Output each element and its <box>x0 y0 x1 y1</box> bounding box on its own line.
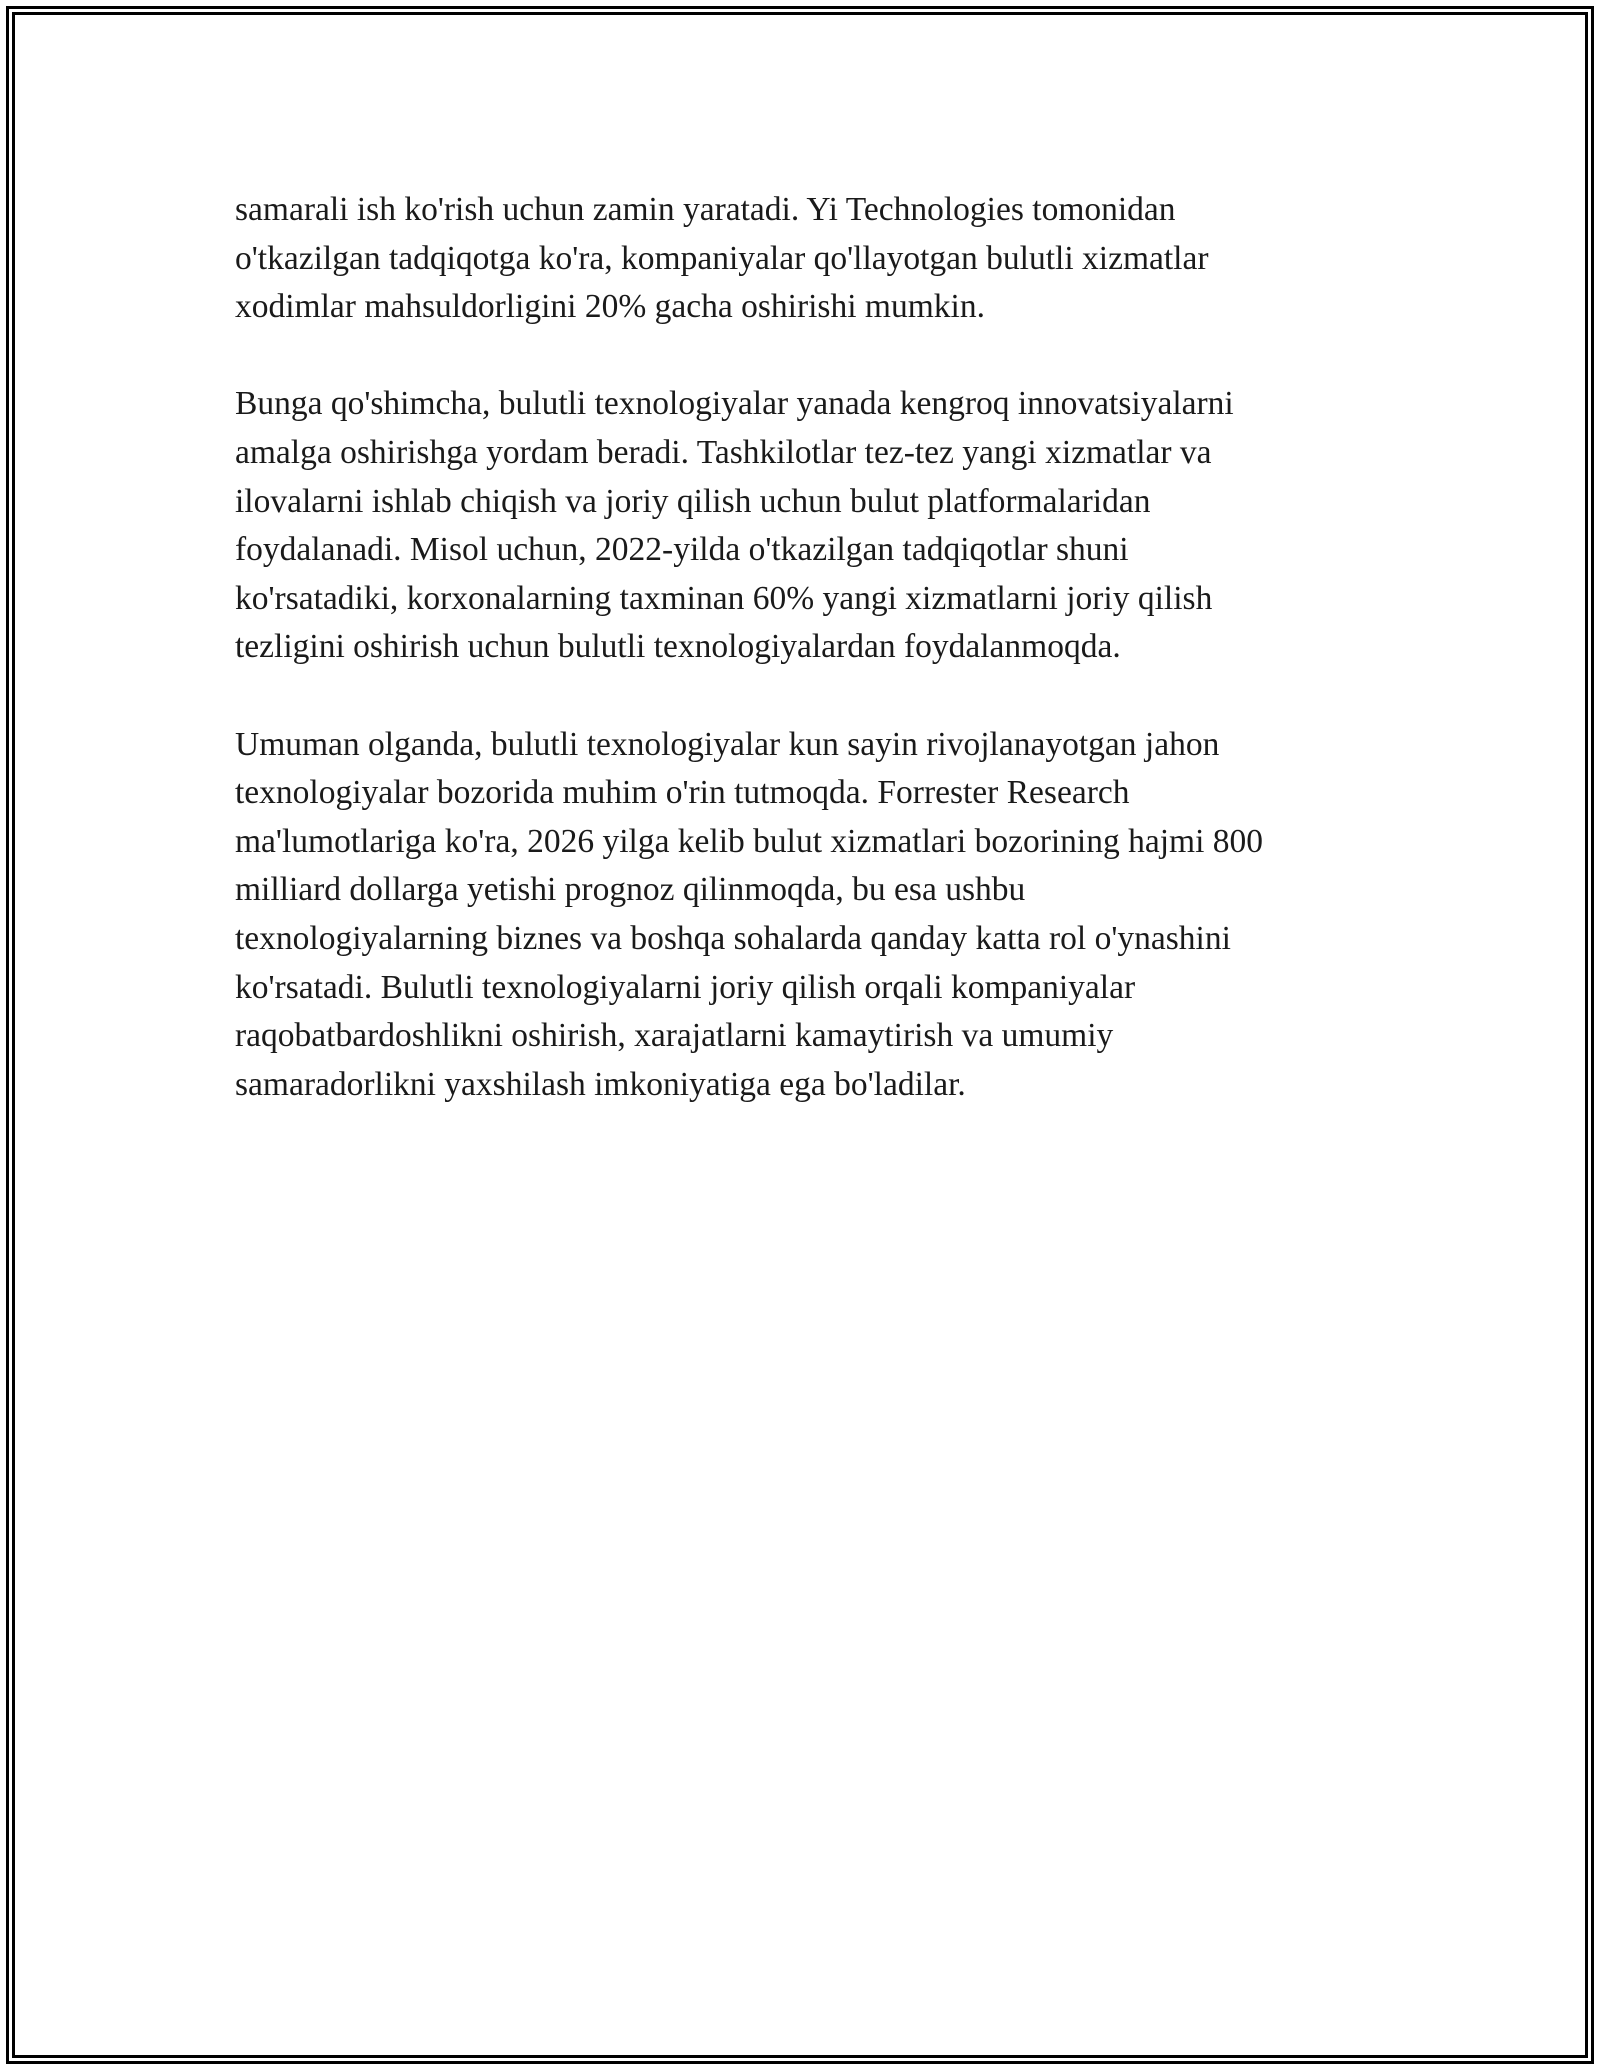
paragraph-line: samarali ish ko'rish uchun zamin yaratadi. Yi Technologies tomonidan <box>235 191 1176 228</box>
paragraph-line: samaradorlikni yaxshilash imkoniyatiga ega bo'ladilar. <box>235 1065 966 1103</box>
paragraph-line: ilovalarni ishlab chiqish va joriy qilish uchun bulut platformalaridan <box>235 482 1151 520</box>
paragraph-line: texnologiyalarning biznes va boshqa sohalarda qanday katta rol o'ynashini <box>235 919 1231 957</box>
paragraph-line: tezligini oshirish uchun bulutli texnologiyalardan foydalanmoqda. <box>235 628 1121 666</box>
paragraph-line: ko'rsatadi. Bulutli texnologiyalarni joriy qilish orqali kompaniyalar <box>235 968 1136 1006</box>
paragraph-1 <box>235 186 1375 332</box>
paragraph-line: amalga oshirishga yordam beradi. Tashkilotlar tez-tez yangi xizmatlar va <box>235 433 1212 471</box>
paragraph-line: raqobatbardoshlikni oshirish, xarajatlarni kamaytirish va umumiy <box>235 1017 1114 1055</box>
paragraph-3 <box>235 721 1375 1110</box>
document-body <box>235 186 1375 1158</box>
paragraph-line: ma'lumotlariga ko'ra, 2026 yilga kelib bulut xizmatlari bozorining hajmi 800 <box>235 822 1264 860</box>
paragraph-line: Umuman olganda, bulutli texnologiyalar kun sayin rivojlanayotgan jahon <box>235 725 1220 763</box>
paragraph-line: foydalanadi. Misol uchun, 2022-yilda o'tkazilgan tadqiqotlar shuni <box>235 531 1129 569</box>
paragraph-line: milliard dollarga yetishi prognoz qilinmoqda, bu esa ushbu <box>235 871 1026 909</box>
paragraph-2 <box>235 380 1375 672</box>
paragraph-line: o'tkazilgan tadqiqotga ko'ra, kompaniyalar qo'llayotgan bulutli xizmatlar <box>235 239 1209 277</box>
paragraph-line: texnologiyalar bozorida muhim o'rin tutmoqda. Forrester Research <box>235 774 1130 812</box>
paragraph-line: Bunga qo'shimcha, bulutli texnologiyalar yanada kengroq innovatsiyalarni <box>235 385 1234 423</box>
paragraph-line: xodimlar mahsuldorligini 20% gacha oshirishi mumkin. <box>235 288 985 326</box>
paragraph-line: ko'rsatadiki, korxonalarning taxminan 60% yangi xizmatlarni joriy qilish <box>235 579 1213 617</box>
